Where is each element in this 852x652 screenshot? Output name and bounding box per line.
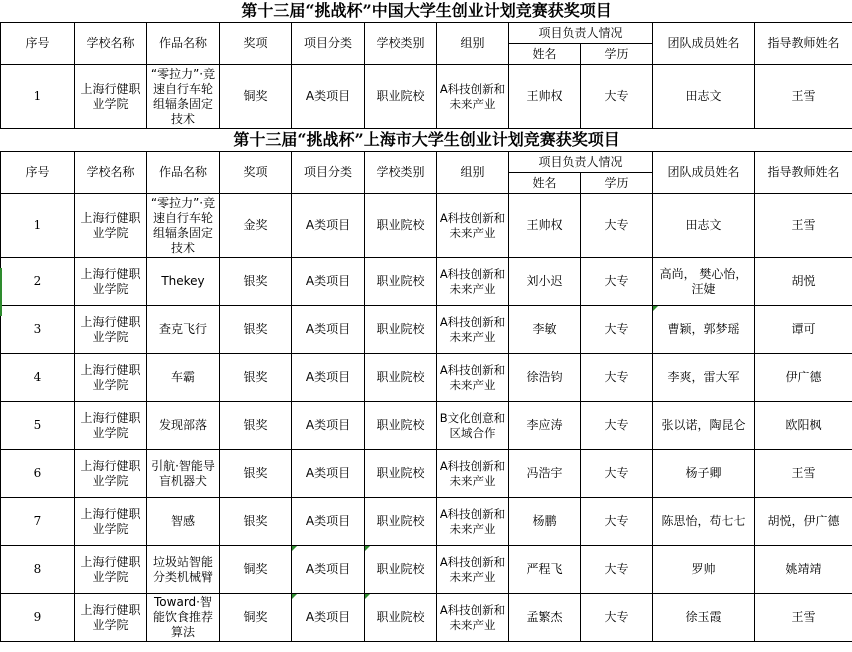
table-body	[1, 0, 852, 642]
cell-index: 7	[1, 498, 75, 546]
cell-index: 1	[1, 65, 75, 129]
cell-group: A科技创新和未来产业	[437, 546, 509, 594]
title-national: 第十三届“挑战杯”中国大学生创业计划竞赛获奖项目	[1, 0, 852, 23]
cell-index: 4	[1, 354, 75, 402]
shanghai-header-group: 组别	[437, 152, 509, 194]
cell-school: 上海行健职业学院	[75, 65, 147, 129]
table-row	[1, 306, 852, 354]
cell-advisor: 姚靖靖	[755, 546, 852, 594]
cell-members: 徐玉霞	[653, 594, 755, 642]
cell-group: A科技创新和未来产业	[437, 450, 509, 498]
cell-work: 垃圾站智能分类机械臂	[147, 546, 220, 594]
cell-leader: 严程飞	[509, 546, 581, 594]
national-header-members: 团队成员姓名	[653, 23, 755, 65]
cell-award: 银奖	[220, 354, 292, 402]
cell-category: A类项目	[292, 450, 365, 498]
national-header-leader-edu: 学历	[581, 44, 653, 65]
cell-index: 8	[1, 546, 75, 594]
cell-members: 罗帅	[653, 546, 755, 594]
national-header-work: 作品名称	[147, 23, 220, 65]
shanghai-header-work: 作品名称	[147, 152, 220, 194]
cell-edu: 大专	[581, 258, 653, 306]
cell-advisor: 胡悦，伊广德	[755, 498, 852, 546]
shanghai-header-leader-edu: 学历	[581, 173, 653, 194]
shanghai-header-school: 学校名称	[75, 152, 147, 194]
cell-award: 银奖	[220, 450, 292, 498]
cell-advisor: 王雪	[755, 450, 852, 498]
cell-work: 发现部落	[147, 402, 220, 450]
cell-leader: 李敏	[509, 306, 581, 354]
cell-leader: 王帅权	[509, 194, 581, 258]
cell-advisor: 谭可	[755, 306, 852, 354]
cell-index: 2	[1, 258, 75, 306]
cell-advisor: 王雪	[755, 65, 852, 129]
cell-award: 银奖	[220, 258, 292, 306]
cell-school-type: 职业院校	[365, 258, 437, 306]
cell-members: 田志文	[653, 194, 755, 258]
cell-leader: 刘小迟	[509, 258, 581, 306]
cell-work: Thekey	[147, 258, 220, 306]
cell-members: 高尚， 樊心怡，汪婕	[653, 258, 755, 306]
cell-award: 铜奖	[220, 546, 292, 594]
cell-index: 5	[1, 402, 75, 450]
shanghai-header-members: 团队成员姓名	[653, 152, 755, 194]
cell-members: 杨子卿	[653, 450, 755, 498]
cell-index: 6	[1, 450, 75, 498]
shanghai-header-school-type: 学校类别	[365, 152, 437, 194]
cell-award: 银奖	[220, 306, 292, 354]
cell-advisor: 王雪	[755, 194, 852, 258]
cell-category: A类项目	[292, 65, 365, 129]
cell-school: 上海行健职业学院	[75, 258, 147, 306]
shanghai-header-category: 项目分类	[292, 152, 365, 194]
cell-school-type: 职业院校	[365, 402, 437, 450]
national-header-award: 奖项	[220, 23, 292, 65]
cell-edu: 大专	[581, 498, 653, 546]
cell-school: 上海行健职业学院	[75, 450, 147, 498]
cell-school: 上海行健职业学院	[75, 402, 147, 450]
cell-index: 9	[1, 594, 75, 642]
cell-advisor: 伊广德	[755, 354, 852, 402]
cell-group: A科技创新和未来产业	[437, 194, 509, 258]
cell-members: 田志文	[653, 65, 755, 129]
cell-award: 铜奖	[220, 65, 292, 129]
table-row	[1, 65, 852, 129]
cell-category: A类项目	[292, 194, 365, 258]
cell-category: A类项目	[292, 402, 365, 450]
table-row	[1, 402, 852, 450]
cell-category: A类项目	[292, 498, 365, 546]
cell-edu: 大专	[581, 546, 653, 594]
cell-school: 上海行健职业学院	[75, 498, 147, 546]
national-header-school-type: 学校类别	[365, 23, 437, 65]
shanghai-header-award: 奖项	[220, 152, 292, 194]
national-header-index: 序号	[1, 23, 75, 65]
shanghai-header-index: 序号	[1, 152, 75, 194]
table-row	[1, 594, 852, 642]
cell-school: 上海行健职业学院	[75, 354, 147, 402]
national-header-group: 组别	[437, 23, 509, 65]
cell-edu: 大专	[581, 65, 653, 129]
cell-advisor: 欧阳枫	[755, 402, 852, 450]
cell-leader: 冯浩宇	[509, 450, 581, 498]
cell-advisor: 王雪	[755, 594, 852, 642]
cell-award: 银奖	[220, 402, 292, 450]
cell-work: “零拉力”·竞速自行车轮组辐条固定技术	[147, 65, 220, 129]
cell-school-type: 职业院校	[365, 194, 437, 258]
cell-work: 引航·智能导盲机器犬	[147, 450, 220, 498]
national-header-leader-name: 姓名	[509, 44, 581, 65]
cell-edu: 大专	[581, 194, 653, 258]
cell-school: 上海行健职业学院	[75, 194, 147, 258]
cell-edu: 大专	[581, 594, 653, 642]
cell-group: A科技创新和未来产业	[437, 258, 509, 306]
cell-award: 银奖	[220, 498, 292, 546]
cell-work: 车霸	[147, 354, 220, 402]
cell-leader: 王帅权	[509, 65, 581, 129]
cell-school-type: 职业院校	[365, 306, 437, 354]
cell-school-type: 职业院校	[365, 594, 437, 642]
table-row	[1, 194, 852, 258]
cell-work: 智感	[147, 498, 220, 546]
cell-group: A科技创新和未来产业	[437, 498, 509, 546]
cell-category: A类项目	[292, 258, 365, 306]
cell-category: A类项目	[292, 354, 365, 402]
cell-members: 陈思怡，苟七七	[653, 498, 755, 546]
shanghai-header-leader: 项目负责人情况	[509, 152, 653, 173]
cell-edu: 大专	[581, 306, 653, 354]
cell-members: 曹颖，郭梦瑶	[653, 306, 755, 354]
cell-group: B文化创意和区域合作	[437, 402, 509, 450]
national-header-school: 学校名称	[75, 23, 147, 65]
cell-group: A科技创新和未来产业	[437, 306, 509, 354]
cell-school-type: 职业院校	[365, 498, 437, 546]
table-row	[1, 354, 852, 402]
shanghai-header-leader-name: 姓名	[509, 173, 581, 194]
title-shanghai: 第十三届“挑战杯”上海市大学生创业计划竞赛获奖项目	[1, 129, 852, 152]
table-row	[1, 498, 852, 546]
cell-category: A类项目	[292, 546, 365, 594]
national-header-advisor: 指导教师姓名	[755, 23, 852, 65]
cell-school-type: 职业院校	[365, 546, 437, 594]
national-header-category: 项目分类	[292, 23, 365, 65]
cell-award: 金奖	[220, 194, 292, 258]
cell-school-type: 职业院校	[365, 354, 437, 402]
cell-work: Toward·智能饮食推荐算法	[147, 594, 220, 642]
cell-leader: 李应涛	[509, 402, 581, 450]
national-header-leader: 项目负责人情况	[509, 23, 653, 44]
cell-category: A类项目	[292, 306, 365, 354]
cell-members: 张以诺，陶昆仑	[653, 402, 755, 450]
cell-work: “零拉力”·竞速自行车轮组辐条固定技术	[147, 194, 220, 258]
cell-edu: 大专	[581, 354, 653, 402]
cell-leader: 孟繁杰	[509, 594, 581, 642]
cell-school-type: 职业院校	[365, 65, 437, 129]
cell-group: A科技创新和未来产业	[437, 594, 509, 642]
cell-school: 上海行健职业学院	[75, 546, 147, 594]
cell-leader: 徐浩钧	[509, 354, 581, 402]
shanghai-header-advisor: 指导教师姓名	[755, 152, 852, 194]
cell-index: 1	[1, 194, 75, 258]
cell-index: 3	[1, 306, 75, 354]
table-row	[1, 258, 852, 306]
cell-school-type: 职业院校	[365, 450, 437, 498]
cell-award: 铜奖	[220, 594, 292, 642]
cell-advisor: 胡悦	[755, 258, 852, 306]
cell-group: A科技创新和未来产业	[437, 354, 509, 402]
cell-work: 查克飞行	[147, 306, 220, 354]
row-marker	[0, 268, 2, 316]
cell-leader: 杨鹏	[509, 498, 581, 546]
table-row	[1, 546, 852, 594]
cell-members: 李爽，雷大军	[653, 354, 755, 402]
cell-school: 上海行健职业学院	[75, 306, 147, 354]
table-row	[1, 450, 852, 498]
cell-category: A类项目	[292, 594, 365, 642]
cell-school: 上海行健职业学院	[75, 594, 147, 642]
cell-group: A科技创新和未来产业	[437, 65, 509, 129]
cell-edu: 大专	[581, 450, 653, 498]
cell-edu: 大专	[581, 402, 653, 450]
